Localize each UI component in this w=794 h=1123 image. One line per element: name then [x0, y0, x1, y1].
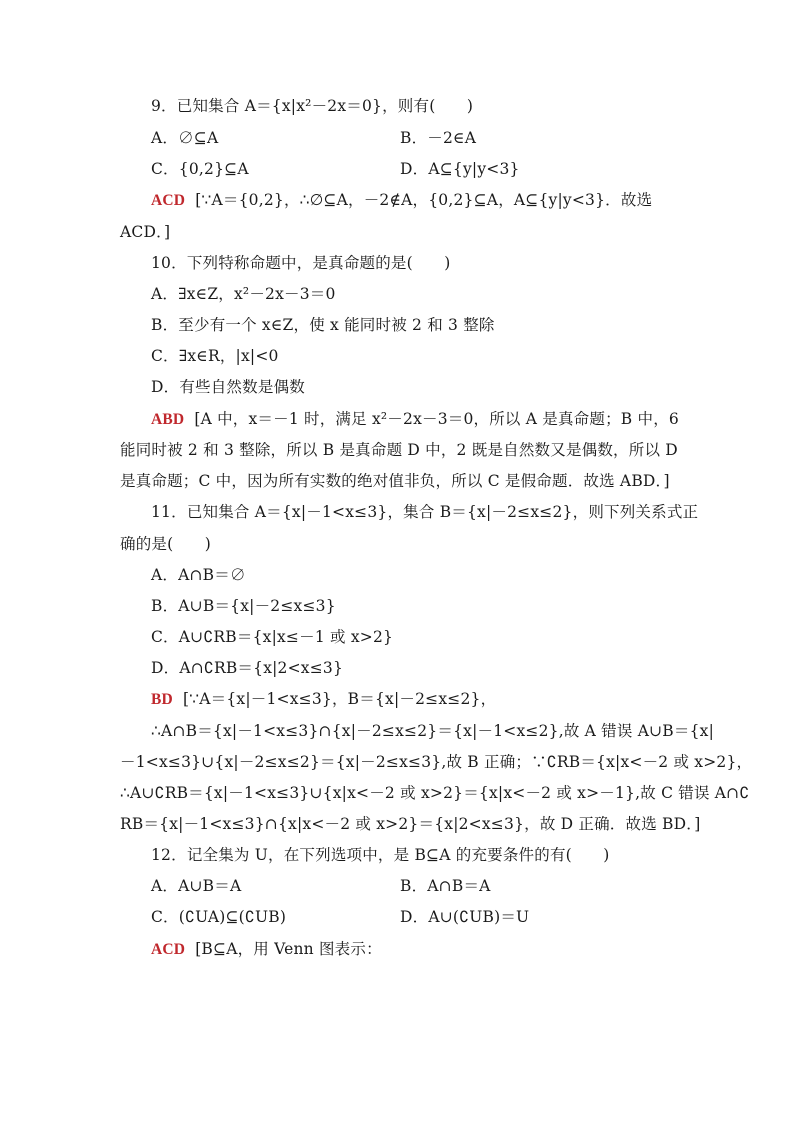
- q9-options-row1: [151, 128, 477, 148]
- q10-option-d: D．有些自然数是偶数: [151, 378, 305, 396]
- q12-answer: ACD: [151, 941, 186, 958]
- q10-explanation-text: [A 中，x＝－1 时，满足 x²－2x－3＝0，所以 A 是真命题；B 中，6: [194, 410, 679, 428]
- q10-explanation-line2: 能同时被 2 和 3 整除，所以 B 是真命题 D 中，2 既是自然数又是偶数，所以 D: [120, 441, 678, 459]
- q12-option-a: A．A∪B＝A: [151, 877, 242, 895]
- q10-explanation-line3: 是真命题；C 中，因为所有实数的绝对值非负，所以 C 是假命题．故选 ABD．]: [120, 472, 670, 490]
- q9-explanation-line1: [151, 190, 652, 211]
- q9-option-c: C．{0,2}⊆A: [151, 160, 249, 178]
- q11-explanation-text: [∵A＝{x|－1<x≤3}，B＝{x|－2≤x≤2}，: [182, 690, 497, 708]
- q10-explanation-line1: [151, 409, 679, 430]
- q12-option-d: D．A∪(∁UB)＝U: [400, 908, 530, 926]
- q11-stem-line2: 确的是( ): [120, 535, 211, 553]
- q11-option-a: A．A∩B＝∅: [151, 566, 246, 584]
- q10-option-a: A．∃x∈Z，x²－2x－3＝0: [151, 285, 336, 303]
- q12-options-row1: [151, 876, 491, 896]
- q9-option-d: D．A⊆{y|y<3}: [400, 160, 520, 178]
- q10-stem: 10．下列特称命题中，是真命题的是( ): [151, 254, 451, 272]
- q12-explanation-line1: [151, 939, 382, 960]
- q12-stem: 12．记全集为 U，在下列选项中，是 B⊆A 的充要条件的有( ): [151, 846, 610, 864]
- q12-option-b: B．A∩B＝A: [400, 877, 491, 895]
- q11-stem-line1: 11．已知集合 A＝{x|－1<x≤3}，集合 B＝{x|－2≤x≤2}，则下列关系式正: [151, 503, 699, 521]
- q11-option-c: C．A∪∁RB＝{x|x≤－1 或 x>2}: [151, 628, 394, 646]
- q9-explanation-text: [∵A＝{0,2}，∴∅⊆A，－2∉A，{0,2}⊆A，A⊆{y|y<3}．故选: [195, 191, 653, 209]
- q12-explanation-text: [B⊆A，用 Venn 图表示：: [195, 940, 382, 958]
- q9-option-a: A．∅⊆A: [151, 129, 219, 147]
- q11-explanation-line5: RB＝{x|－1<x≤3}∩{x|x<－2 或 x>2}＝{x|2<x≤3}，故 D 正确．故选 BD．]: [120, 815, 701, 833]
- q11-option-b: B．A∪B＝{x|－2≤x≤3}: [151, 597, 336, 615]
- q12-option-c: C．(∁UA)⊆(∁UB): [151, 908, 287, 926]
- q10-answer: ABD: [151, 411, 185, 428]
- q11-option-d: D．A∩∁RB＝{x|2<x≤3}: [151, 659, 344, 677]
- q10-option-c: C．∃x∈R，|x|<0: [151, 347, 279, 365]
- q12-options-row2: [151, 907, 530, 927]
- q9-options-row2: [151, 159, 520, 179]
- q9-answer: ACD: [151, 192, 186, 209]
- q9-explanation-line2: ACD．]: [120, 223, 171, 241]
- q11-explanation-line3: －1<x≤3}∪{x|－2≤x≤2}＝{x|－2≤x≤3},故 B 正确；∵∁RB＝{x|x<－2 或 x>2}，: [120, 753, 753, 771]
- q9-stem: 9．已知集合 A＝{x|x²－2x＝0}，则有( ): [151, 97, 474, 115]
- q10-option-b: B．至少有一个 x∈Z，使 x 能同时被 2 和 3 整除: [151, 316, 495, 334]
- q11-explanation-line2: ∴A∩B＝{x|－1<x≤3}∩{x|－2≤x≤2}＝{x|－1<x≤2},故 A 错误 A∪B＝{x|: [151, 722, 714, 740]
- q11-answer: BD: [151, 691, 173, 708]
- q9-option-b: B．－2∈A: [400, 129, 477, 147]
- q11-explanation-line1: [151, 689, 496, 710]
- q11-explanation-line4: ∴A∪∁RB＝{x|－1<x≤3}∪{x|x<－2 或 x>2}＝{x|x<－2 或 x>－1},故 C 错误 A∩∁: [120, 784, 750, 802]
